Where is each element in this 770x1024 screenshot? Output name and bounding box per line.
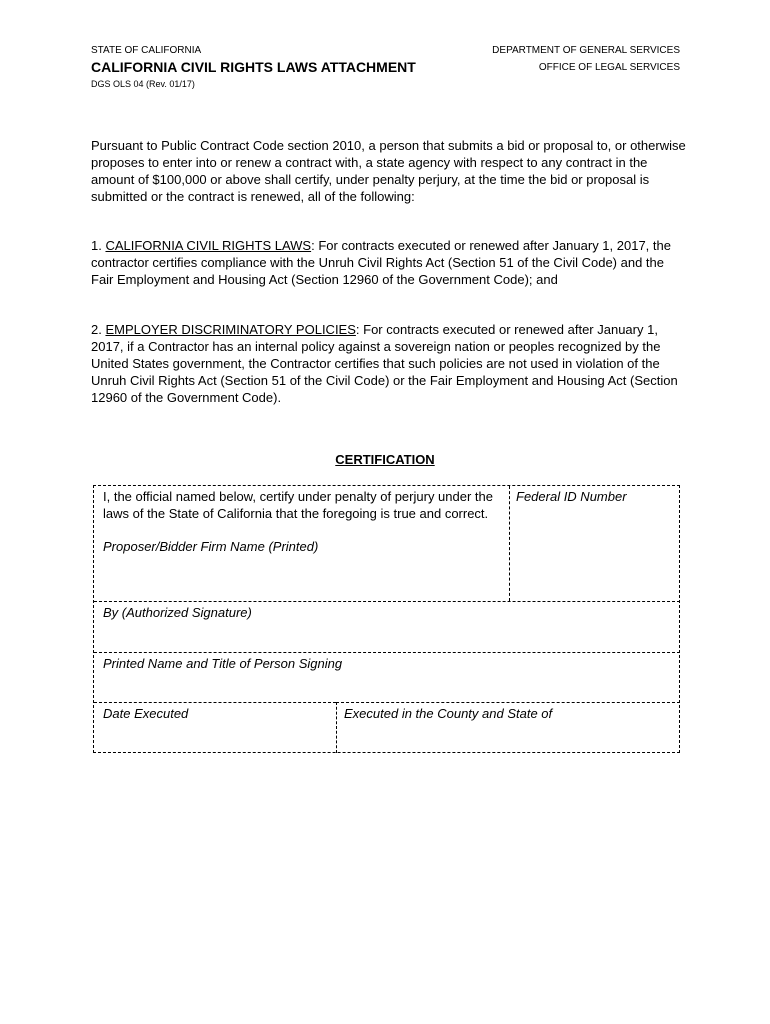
- printed-name-label: Printed Name and Title of Person Signing: [103, 656, 343, 671]
- printed-name-cell[interactable]: [94, 652, 680, 702]
- certification-statement: I, the official named below, certify under penalty of perjury under the laws of the State of California that the foregoing is true and correct.: [103, 489, 493, 521]
- signature-cell[interactable]: [94, 601, 680, 652]
- item-1-paragraph: [91, 237, 686, 288]
- date-executed-cell[interactable]: [94, 702, 336, 753]
- item-2-text: : For contracts executed or renewed after January 1, 2017, if a Contractor has an internal policy against a sovereign nation or peoples recognized by the United States government, the Contractor certifies that such policies are not used in violation of the Unruh Civil Rights Act (Section 51 of the Civil Code) or the Fair Employment and Housing Act (Section 12960 of the Government Code).: [91, 322, 678, 405]
- signature-label: By (Authorized Signature): [103, 605, 252, 620]
- item-2-heading: EMPLOYER DISCRIMINATORY POLICIES: [105, 322, 356, 337]
- federal-id-cell[interactable]: [509, 486, 680, 601]
- intro-paragraph: Pursuant to Public Contract Code section 2010, a person that submits a bid or proposal to, or otherwise proposes to enter into or renew a contract with, a state agency with respect to any contract in the amount of $100,000 or above shall certify, under penalty perjury, at the time the bid or proposal is submitted or the contract is renewed, all of the following:: [91, 138, 686, 204]
- item-1-heading: CALIFORNIA CIVIL RIGHTS LAWS: [105, 238, 312, 253]
- department-label: DEPARTMENT OF GENERAL SERVICES: [492, 45, 680, 56]
- item-2-number: 2.: [91, 322, 106, 337]
- firm-name-cell[interactable]: [94, 486, 509, 601]
- state-label: STATE OF CALIFORNIA: [91, 45, 202, 56]
- certification-form: [93, 485, 680, 753]
- office-label: OFFICE OF LEGAL SERVICES: [538, 62, 680, 73]
- item-1-text: : For contracts executed or renewed after January 1, 2017, the contractor certifies compliance with the Unruh Civil Rights Act (Section 51 of the Civil Code) and the Fair Employment and Housing Act (Section 12960 of the Government Code); and: [91, 238, 671, 287]
- document-title: CALIFORNIA CIVIL RIGHTS LAWS ATTACHMENT: [91, 59, 416, 75]
- county-state-cell[interactable]: [336, 702, 680, 753]
- certification-title: CERTIFICATION: [335, 452, 435, 467]
- date-executed-label: Date Executed: [103, 706, 189, 721]
- item-1-number: 1.: [91, 238, 106, 253]
- item-2-paragraph: [91, 321, 686, 406]
- county-state-label: Executed in the County and State of: [344, 706, 553, 721]
- federal-id-label: Federal ID Number: [516, 489, 627, 504]
- firm-name-label: Proposer/Bidder Firm Name (Printed): [103, 539, 319, 554]
- header-left: [91, 45, 416, 90]
- header-right: [492, 45, 680, 74]
- form-number: DGS OLS 04 (Rev. 01/17): [91, 79, 195, 89]
